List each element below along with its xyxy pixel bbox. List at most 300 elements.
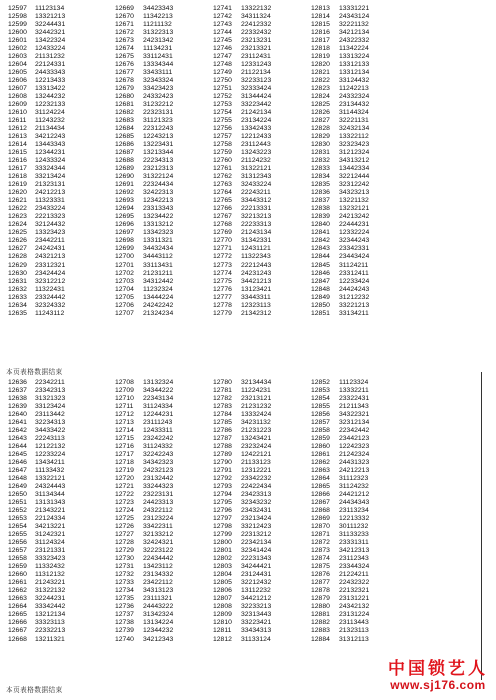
- entry-code: 33212423: [241, 523, 272, 531]
- entry-number: 12842: [311, 237, 330, 245]
- entry-code: 21124232: [241, 157, 271, 165]
- entry-number: 12644: [8, 443, 27, 451]
- entry-code: 23342313: [35, 387, 66, 395]
- entry-number: 12778: [213, 301, 232, 309]
- entry-number: 12768: [213, 221, 232, 229]
- entry-number: 12598: [8, 13, 27, 21]
- entry-number: 12727: [115, 531, 134, 539]
- entry-code: 13334344: [143, 61, 174, 69]
- entry-code: 33223442: [241, 101, 272, 109]
- entry-number: 12604: [8, 61, 27, 69]
- entry-code: 11322343: [241, 253, 271, 261]
- entry-number: 12810: [213, 619, 232, 627]
- entry-number: 12607: [8, 85, 27, 93]
- table-row: [8, 539, 484, 547]
- entry-number: 12624: [8, 221, 27, 229]
- entry-code: 31242321: [35, 531, 66, 539]
- entry-number: 12674: [115, 45, 134, 53]
- entry-code: 33124432: [339, 77, 370, 85]
- entry-code: 13422324: [35, 37, 66, 45]
- entry-code: 31124332: [143, 443, 173, 451]
- entry-code: 11242213: [339, 85, 369, 93]
- table-row: [8, 13, 484, 21]
- entry-number: 12611: [8, 117, 27, 125]
- entry-number: 12795: [213, 499, 232, 507]
- entry-code: 21243221: [35, 579, 66, 587]
- entry-code: 32233123: [241, 77, 272, 85]
- entry-number: 12803: [213, 563, 232, 571]
- table-row: [8, 475, 484, 483]
- entry-number: 12742: [213, 13, 232, 21]
- entry-code: 32134434: [241, 379, 272, 386]
- entry-number: 12664: [8, 603, 27, 611]
- entry-code: 13223431: [143, 141, 174, 149]
- entry-number: 12772: [213, 253, 232, 261]
- entry-number: 12880: [311, 603, 330, 611]
- entry-code: 13313422: [35, 85, 66, 93]
- entry-number: 12599: [8, 21, 27, 29]
- entry-code: 23342232: [241, 475, 272, 483]
- entry-code: 22332213: [35, 627, 66, 635]
- entry-number: 12712: [115, 411, 134, 419]
- entry-number: 12787: [213, 435, 232, 443]
- entry-code: 12431121: [241, 245, 271, 253]
- entry-number: 12763: [213, 181, 232, 189]
- entry-number: 12783: [213, 403, 232, 411]
- entry-number: 12831: [311, 149, 330, 157]
- entry-code: 12332224: [339, 229, 370, 237]
- entry-number: 12829: [311, 133, 330, 141]
- entry-number: 12669: [115, 5, 134, 12]
- entry-code: 21122134: [241, 69, 271, 77]
- entry-code: 12233424: [339, 277, 370, 285]
- entry-code: 11123134: [35, 5, 65, 12]
- entry-code: 34212243: [35, 133, 66, 141]
- entry-code: 12312221: [241, 467, 272, 475]
- entry-code: 22342442: [339, 427, 370, 435]
- entry-number: 12735: [115, 595, 134, 603]
- table-row: [8, 563, 484, 571]
- entry-code: 31322132: [35, 587, 66, 595]
- entry-code: 34212343: [143, 635, 174, 643]
- entry-number: 12826: [311, 109, 330, 117]
- entry-number: 12726: [115, 523, 134, 531]
- entry-code: 32422313: [143, 189, 174, 197]
- table-row: [8, 165, 484, 173]
- entry-code: 32124432: [35, 221, 66, 229]
- site-watermark: [388, 660, 488, 692]
- entry-number: 12678: [115, 77, 134, 85]
- entry-code: 24212213: [339, 467, 370, 475]
- entry-number: 12662: [8, 587, 27, 595]
- entry-number: 12723: [115, 499, 134, 507]
- entry-number: 12668: [8, 635, 27, 643]
- table-row: [8, 173, 484, 181]
- entry-number: 12620: [8, 189, 27, 197]
- entry-number: 12868: [311, 507, 330, 515]
- entry-code: 12212433: [241, 133, 272, 141]
- entry-code: 23324442: [35, 293, 66, 301]
- entry-number: 12780: [213, 379, 232, 386]
- entry-code: 21131232: [35, 53, 65, 61]
- entry-code: 33134211: [339, 309, 369, 317]
- entry-code: 24322112: [143, 507, 173, 515]
- entry-code: 34212313: [339, 547, 370, 555]
- entry-number: 12639: [8, 403, 27, 411]
- entry-code: 23312411: [339, 269, 369, 277]
- entry-code: 12342213: [143, 197, 174, 205]
- entry-code: 22412332: [241, 21, 272, 29]
- table-row: [8, 181, 484, 189]
- entry-number: 12610: [8, 109, 27, 117]
- entry-number: 12782: [213, 395, 232, 403]
- entry-number: 12876: [311, 571, 330, 579]
- entry-number: 12642: [8, 427, 27, 435]
- entry-code: 23342331: [339, 245, 370, 253]
- entry-number: 12699: [115, 245, 134, 253]
- table-row: [8, 403, 484, 411]
- entry-number: 12613: [8, 133, 27, 141]
- entry-number: 12881: [311, 611, 330, 619]
- entry-code: 33123424: [35, 403, 66, 411]
- entry-number: 12853: [311, 387, 330, 395]
- entry-code: 33323113: [35, 619, 65, 627]
- entry-code: 33244323: [143, 483, 174, 491]
- entry-number: 12709: [115, 387, 134, 395]
- entry-code: 33213424: [35, 173, 66, 181]
- table-row: [8, 294, 484, 302]
- entry-number: 12597: [8, 5, 27, 12]
- entry-number: 12696: [115, 221, 134, 229]
- entry-number: 12792: [213, 475, 232, 483]
- entry-code: 31134344: [35, 491, 65, 499]
- entry-number: 12656: [8, 539, 27, 547]
- entry-code: 24332324: [339, 93, 370, 101]
- entry-code: 23442123: [339, 435, 370, 443]
- table-row: [8, 245, 484, 253]
- entry-code: 34342323: [143, 459, 174, 467]
- entry-number: 12808: [213, 603, 232, 611]
- entry-code: 32244231: [35, 595, 66, 603]
- table-row: [8, 379, 484, 387]
- entry-code: 23131221: [339, 595, 370, 603]
- entry-code: 32432134: [339, 125, 370, 133]
- entry-number: 12793: [213, 483, 232, 491]
- entry-number: 12806: [213, 587, 232, 595]
- entry-number: 12769: [213, 229, 232, 237]
- entry-code: 24431323: [339, 459, 370, 467]
- entry-number: 12839: [311, 213, 330, 221]
- entry-code: 21342312: [241, 309, 272, 317]
- entry-code: 31212232: [339, 293, 370, 301]
- entry-number: 12606: [8, 77, 27, 85]
- entry-code: 23443424: [339, 253, 370, 261]
- entry-code: 31312113: [339, 635, 369, 643]
- entry-number: 12703: [115, 277, 134, 285]
- entry-code: 21134434: [35, 125, 65, 133]
- entry-number: 12790: [213, 459, 232, 467]
- entry-number: 12834: [311, 173, 330, 181]
- entry-number: 12741: [213, 5, 232, 12]
- entry-code: 22343134: [143, 395, 174, 403]
- entry-number: 12694: [115, 205, 134, 213]
- entry-code: 12243213: [143, 133, 174, 141]
- table-row: [8, 499, 484, 507]
- entry-code: 11123324: [339, 379, 369, 386]
- entry-number: 12708: [115, 379, 134, 386]
- table-row: [8, 237, 484, 245]
- entry-number: 12637: [8, 387, 27, 395]
- entry-number: 12824: [311, 93, 330, 101]
- entry-code: 24343124: [339, 13, 370, 21]
- entry-number: 12715: [115, 435, 134, 443]
- entry-code: 22422434: [241, 483, 272, 491]
- entry-number: 12643: [8, 435, 27, 443]
- entry-number: 12670: [115, 13, 134, 21]
- entry-number: 12764: [213, 189, 232, 197]
- entry-number: 12623: [8, 213, 27, 221]
- entry-code: 22124331: [35, 61, 66, 69]
- entry-code: 34313123: [143, 587, 174, 595]
- entry-number: 12717: [115, 451, 134, 459]
- entry-code: 12213433: [35, 77, 66, 85]
- entry-code: 32234313: [35, 419, 66, 427]
- entry-code: 21133123: [241, 459, 271, 467]
- entry-code: 12331243: [241, 61, 272, 69]
- entry-code: 32212432: [241, 579, 272, 587]
- table-row: [8, 69, 484, 77]
- entry-number: 12626: [8, 237, 27, 245]
- entry-code: 31312343: [241, 173, 272, 181]
- entry-code: 21231223: [241, 427, 272, 435]
- entry-number: 12864: [311, 475, 330, 483]
- entry-number: 12721: [115, 483, 134, 491]
- entry-number: 12658: [8, 555, 27, 563]
- entry-code: 22212443: [241, 261, 272, 269]
- entry-code: 34443112: [143, 253, 173, 261]
- entry-number: 12849: [311, 293, 330, 301]
- entry-code: 24332423: [143, 93, 174, 101]
- table-row: [8, 117, 484, 125]
- entry-number: 12682: [115, 109, 134, 117]
- entry-code: 13123421: [241, 285, 272, 293]
- table-row: [8, 419, 484, 427]
- table-row: [8, 411, 484, 419]
- entry-code: 32433224: [241, 181, 272, 189]
- entry-number: 12748: [213, 61, 232, 69]
- entry-code: 31133124: [241, 635, 271, 643]
- table-row: [8, 141, 484, 149]
- entry-code: 13443343: [35, 141, 66, 149]
- entry-number: 12827: [311, 117, 330, 125]
- entry-number: 12757: [213, 133, 232, 141]
- entry-code: 13332424: [241, 411, 272, 419]
- entry-code: 12433324: [35, 157, 66, 165]
- entry-code: 12233224: [35, 451, 66, 459]
- entry-code: 23112343: [339, 555, 369, 563]
- entry-number: 12646: [8, 459, 27, 467]
- entry-code: 21242324: [339, 451, 370, 459]
- entry-code: 23134224: [241, 117, 272, 125]
- entry-code: 23111321: [143, 595, 173, 603]
- entry-number: 12718: [115, 459, 134, 467]
- entry-code: 34432434: [143, 245, 174, 253]
- entry-code: 13244232: [35, 93, 66, 101]
- entry-number: 12750: [213, 77, 232, 85]
- entry-number: 12753: [213, 101, 232, 109]
- entry-code: 33112431: [143, 53, 173, 61]
- entry-code: 23423313: [241, 491, 272, 499]
- entry-code: 13444224: [143, 293, 174, 301]
- entry-number: 12776: [213, 285, 232, 293]
- entry-number: 12802: [213, 555, 232, 563]
- entry-number: 12684: [115, 125, 134, 133]
- entry-code: 31322121: [241, 165, 272, 173]
- table-row: [8, 189, 484, 197]
- entry-code: 33443311: [241, 293, 271, 301]
- table-row: [8, 5, 484, 13]
- entry-code: 21323131: [35, 181, 66, 189]
- entry-code: 32313443: [241, 611, 272, 619]
- entry-number: 12627: [8, 245, 27, 253]
- entry-number: 12676: [115, 61, 134, 69]
- entry-number: 12862: [311, 459, 330, 467]
- entry-code: 13322132: [241, 5, 272, 12]
- entry-code: 32133212: [143, 531, 174, 539]
- entry-number: 12779: [213, 309, 232, 317]
- entry-number: 12736: [115, 603, 134, 611]
- entry-number: 12746: [213, 45, 232, 53]
- entry-code: 24342132: [339, 603, 370, 611]
- entry-number: 12856: [311, 411, 330, 419]
- entry-number: 12854: [311, 395, 330, 403]
- table-row: [8, 61, 484, 69]
- entry-code: 31322124: [143, 173, 174, 181]
- entry-code: 31124224: [35, 109, 65, 117]
- table-row: [8, 101, 484, 109]
- entry-code: 24443222: [143, 603, 174, 611]
- entry-number: 12700: [115, 253, 134, 261]
- entry-number: 12865: [311, 483, 330, 491]
- entry-code: 13112232: [241, 587, 271, 595]
- entry-code: 24232123: [143, 467, 174, 475]
- entry-number: 12873: [311, 547, 330, 555]
- entry-number: 12681: [115, 101, 134, 109]
- table-row: [8, 29, 484, 37]
- table-row: [8, 310, 484, 318]
- entry-number: 12704: [115, 285, 134, 293]
- entry-code: 32312242: [339, 181, 370, 189]
- entry-code: 32223122: [143, 547, 174, 555]
- entry-code: 22213323: [35, 213, 66, 221]
- entry-code: 24324443: [35, 483, 66, 491]
- entry-number: 12671: [115, 21, 134, 29]
- table-row: [8, 45, 484, 53]
- entry-code: 23242242: [143, 435, 174, 443]
- entry-code: 30111232: [339, 523, 369, 531]
- entry-code: 13332211: [339, 387, 369, 395]
- entry-number: 12619: [8, 181, 27, 189]
- table-caption-lower: 本页表格数据结束: [6, 687, 63, 694]
- entry-code: 32333424: [241, 85, 272, 93]
- entry-number: 12730: [115, 555, 134, 563]
- entry-number: 12731: [115, 563, 134, 571]
- table-row: [8, 579, 484, 587]
- entry-code: 33422311: [143, 523, 173, 531]
- entry-number: 12791: [213, 467, 232, 475]
- entry-number: 12857: [311, 419, 330, 427]
- entry-number: 12711: [115, 403, 134, 411]
- entry-code: 23232424: [241, 443, 272, 451]
- entry-code: 22332432: [241, 29, 272, 37]
- entry-code: 31124232: [339, 483, 369, 491]
- entry-number: 12602: [8, 45, 27, 53]
- table-row: [8, 253, 484, 261]
- entry-number: 12621: [8, 197, 27, 205]
- entry-code: 21224211: [339, 571, 369, 579]
- entry-number: 12744: [213, 29, 232, 37]
- entry-code: 31232212: [143, 101, 174, 109]
- entry-code: 31124324: [35, 539, 65, 547]
- entry-number: 12771: [213, 245, 232, 253]
- entry-number: 12851: [311, 309, 330, 317]
- entry-code: 13313224: [339, 53, 370, 61]
- table-row: [8, 636, 484, 644]
- entry-number: 12846: [311, 269, 330, 277]
- entry-number: 12625: [8, 229, 27, 237]
- entry-number: 12650: [8, 491, 27, 499]
- entry-code: 34212134: [339, 29, 370, 37]
- table-row: [8, 451, 484, 459]
- entry-number: 12838: [311, 205, 330, 213]
- entry-number: 12832: [311, 157, 330, 165]
- entry-code: 13322121: [35, 475, 66, 483]
- entry-code: 23322431: [339, 395, 370, 403]
- entry-number: 12651: [8, 499, 27, 507]
- code-table-lower: [8, 379, 484, 644]
- entry-code: 32442321: [35, 29, 66, 37]
- entry-number: 12882: [311, 619, 330, 627]
- entry-number: 12786: [213, 427, 232, 435]
- entry-number: 12691: [115, 181, 134, 189]
- entry-code: 12422121: [241, 451, 272, 459]
- entry-code: 33443312: [241, 197, 272, 205]
- entry-code: 32341424: [241, 547, 272, 555]
- entry-code: 23422112: [143, 579, 173, 587]
- table-row: [8, 270, 484, 278]
- table-caption-upper: 本页表格数据结束: [6, 369, 63, 376]
- entry-code: 13323423: [35, 229, 66, 237]
- entry-code: 23331311: [339, 539, 369, 547]
- entry-code: 11232324: [143, 285, 173, 293]
- entry-number: 12641: [8, 419, 27, 427]
- entry-number: 12840: [311, 221, 330, 229]
- entry-code: 23124431: [241, 571, 272, 579]
- entry-number: 12614: [8, 141, 27, 149]
- entry-code: 32343232: [241, 499, 272, 507]
- entry-code: 33433111: [143, 69, 173, 77]
- entry-code: 13311321: [143, 237, 173, 245]
- entry-code: 32424321: [143, 539, 174, 547]
- entry-number: 12749: [213, 69, 232, 77]
- entry-number: 12762: [213, 173, 232, 181]
- entry-number: 12883: [311, 627, 330, 635]
- entry-code: 23134432: [339, 101, 370, 109]
- table-row: [8, 443, 484, 451]
- entry-number: 12825: [311, 101, 330, 109]
- watermark-url: www.sj176.com: [390, 677, 486, 692]
- entry-code: 23112431: [241, 53, 271, 61]
